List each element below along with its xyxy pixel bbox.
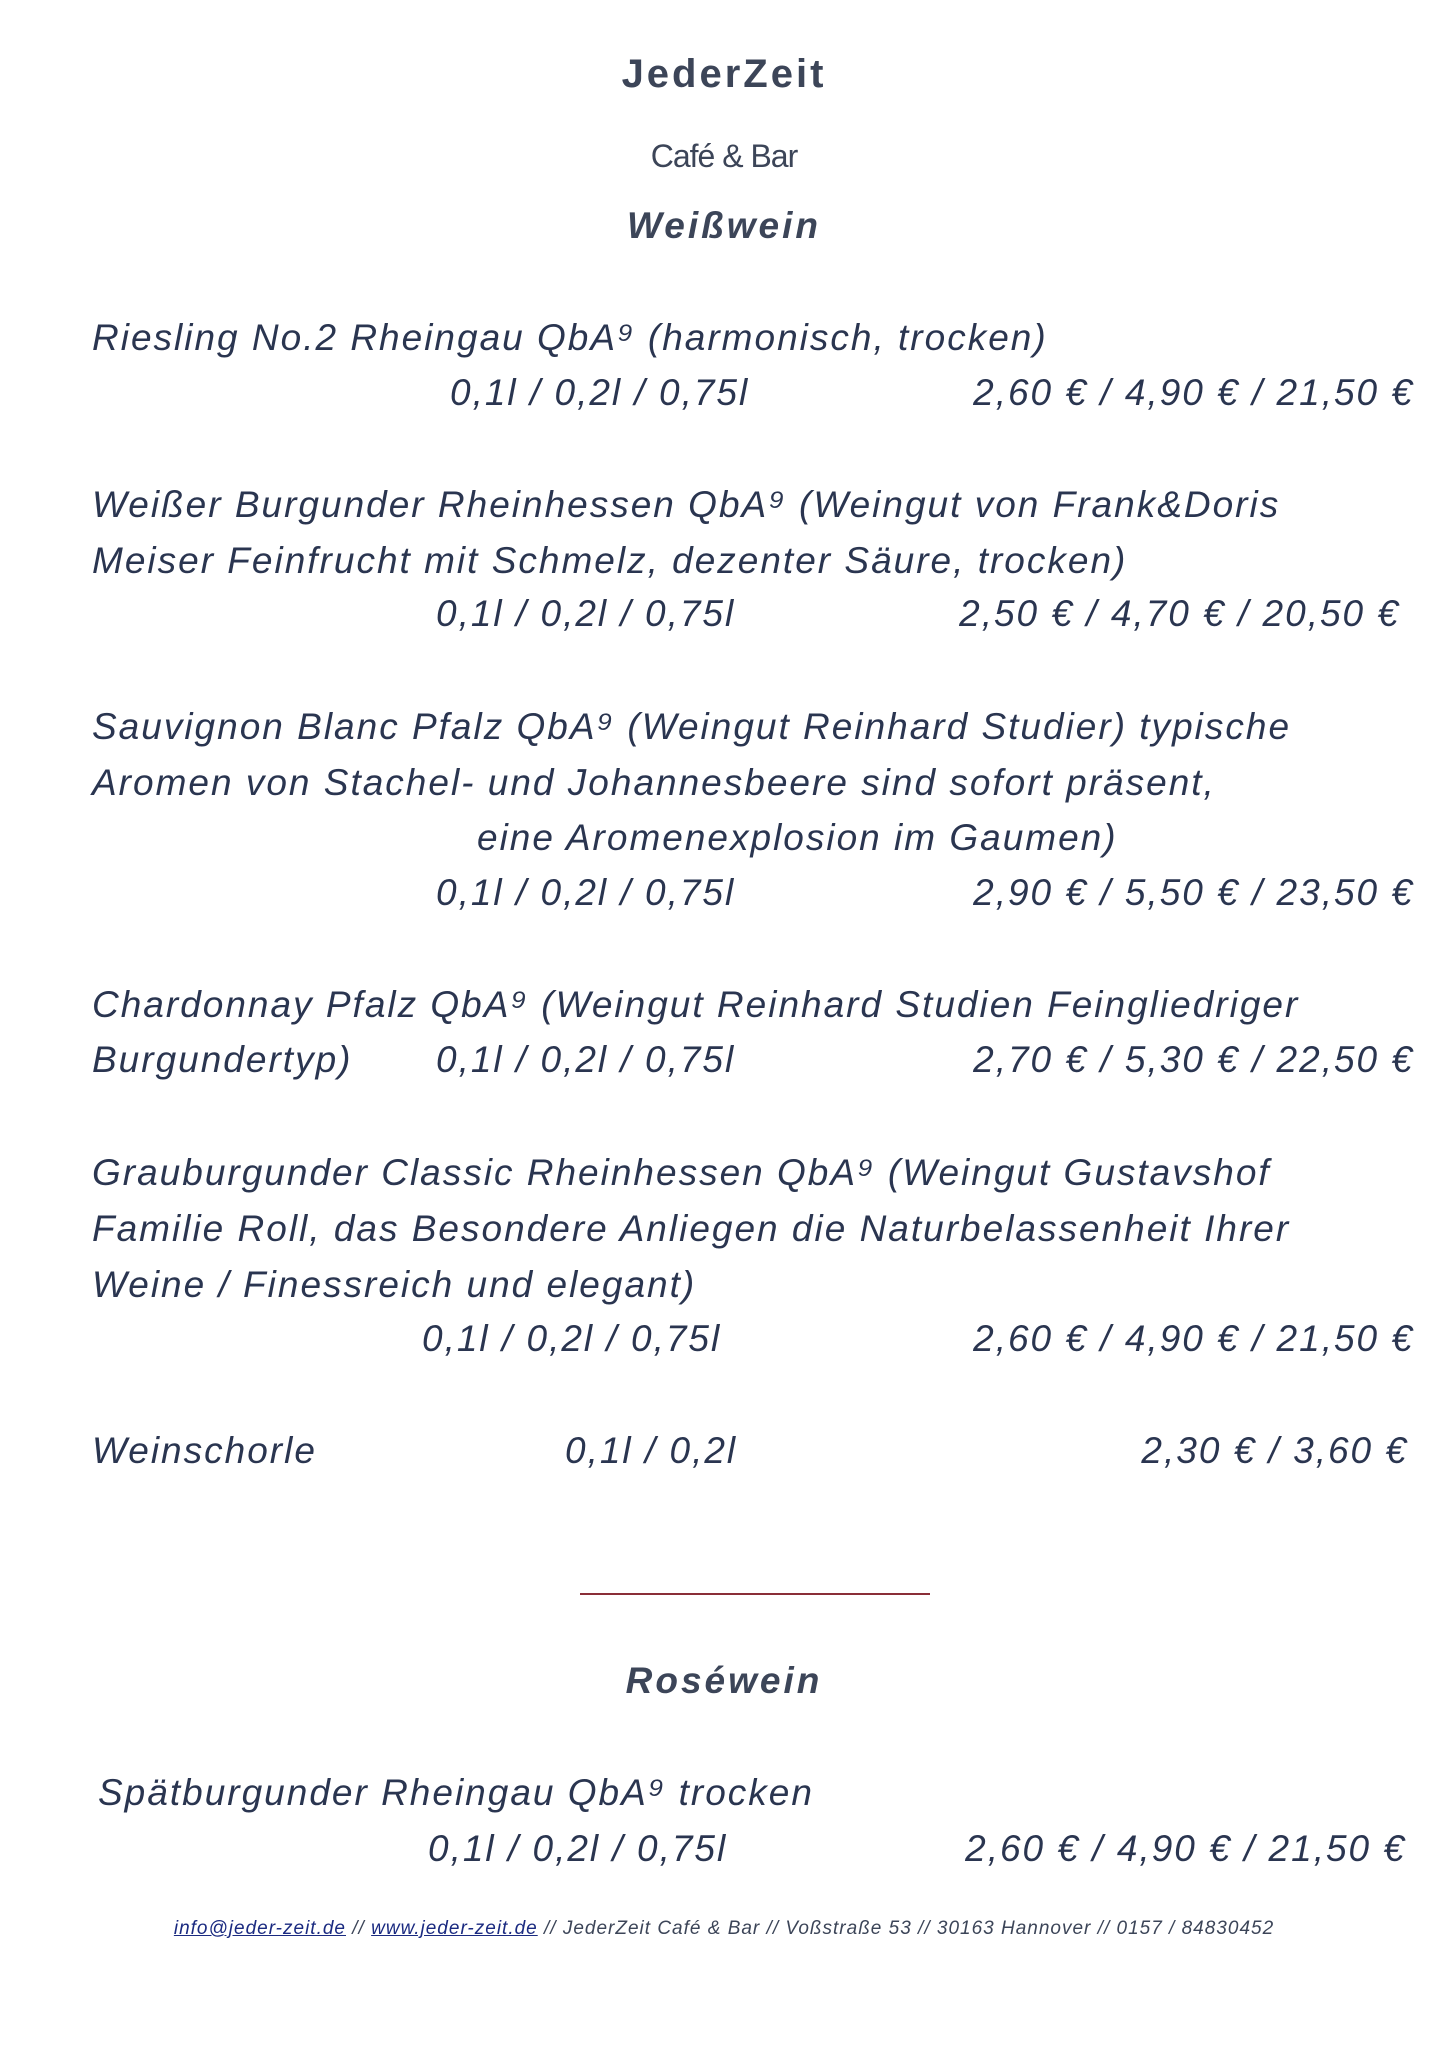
wine-sauvignon-sizes: 0,1l / 0,2l / 0,75l: [436, 872, 736, 913]
wine-chardonnay-line1: Chardonnay Pfalz QbA⁹ (Weingut Reinhard Studien Feingliedriger: [92, 984, 1300, 1025]
wine-chardonnay-line2: Burgundertyp): [92, 1039, 353, 1080]
brand-subtitle: Café & Bar: [650, 138, 798, 174]
wine-grauburgunder-line2: Familie Roll, das Besondere Anliegen die Naturbelassenheit Ihrer: [92, 1208, 1291, 1249]
section-heading-white-wine: Weißwein: [627, 205, 821, 246]
wine-schorle-name: Weinschorle: [92, 1430, 317, 1471]
wine-chardonnay-prices: 2,70 € / 5,30 € / 22,50 €: [973, 1039, 1414, 1080]
section-heading-rose-wine: Roséwein: [625, 1660, 823, 1701]
wine-riesling-prices: 2,60 € / 4,90 € / 21,50 €: [973, 372, 1414, 413]
section-divider: [580, 1593, 930, 1595]
wine-grauburgunder-line3: Weine / Finessreich und elegant): [92, 1264, 697, 1305]
brand-title: JederZeit: [621, 52, 827, 96]
footer-website-link[interactable]: www.jeder-zeit.de: [371, 1918, 538, 1939]
wine-grauburgunder-line1: Grauburgunder Classic Rheinhessen QbA⁹ (Weingut Gustavshof: [92, 1152, 1271, 1193]
footer-email-link[interactable]: info@jeder-zeit.de: [173, 1918, 346, 1939]
wine-riesling-sizes: 0,1l / 0,2l / 0,75l: [450, 372, 750, 413]
wine-sauvignon-line2: Aromen von Stachel- und Johannesbeere sind sofort präsent,: [92, 762, 1216, 803]
wine-spaetburgunder-prices: 2,60 € / 4,90 € / 21,50 €: [965, 1828, 1406, 1869]
wine-burgunder-prices: 2,50 € / 4,70 € / 20,50 €: [959, 593, 1400, 634]
wine-burgunder-line2: Meiser Feinfrucht mit Schmelz, dezenter Säure, trocken): [92, 540, 1128, 581]
wine-riesling-name: Riesling No.2 Rheingau QbA⁹ (harmonisch, trocken): [92, 317, 1048, 358]
wine-schorle-prices: 2,30 € / 3,60 €: [1141, 1430, 1408, 1471]
wine-sauvignon-line3: eine Aromenexplosion im Gaumen): [477, 817, 1118, 858]
wine-chardonnay-sizes: 0,1l / 0,2l / 0,75l: [436, 1039, 736, 1080]
wine-schorle-sizes: 0,1l / 0,2l: [565, 1430, 738, 1471]
wine-spaetburgunder-sizes: 0,1l / 0,2l / 0,75l: [428, 1828, 728, 1869]
footer-contact: [0, 1918, 1448, 1940]
wine-burgunder-line1: Weißer Burgunder Rheinhessen QbA⁹ (Weingut von Frank&Doris: [92, 484, 1281, 525]
footer-separator: //: [346, 1918, 372, 1939]
footer-address: // JederZeit Café & Bar // Voßstraße 53 // 30163 Hannover // 0157 / 84830452: [537, 1918, 1275, 1939]
wine-sauvignon-prices: 2,90 € / 5,50 € / 23,50 €: [973, 872, 1414, 913]
wine-grauburgunder-prices: 2,60 € / 4,90 € / 21,50 €: [973, 1318, 1414, 1359]
wine-spaetburgunder-name: Spätburgunder Rheingau QbA⁹ trocken: [98, 1772, 814, 1813]
wine-grauburgunder-sizes: 0,1l / 0,2l / 0,75l: [422, 1318, 722, 1359]
wine-burgunder-sizes: 0,1l / 0,2l / 0,75l: [436, 593, 736, 634]
wine-sauvignon-line1: Sauvignon Blanc Pfalz QbA⁹ (Weingut Reinhard Studier) typische: [92, 706, 1292, 747]
